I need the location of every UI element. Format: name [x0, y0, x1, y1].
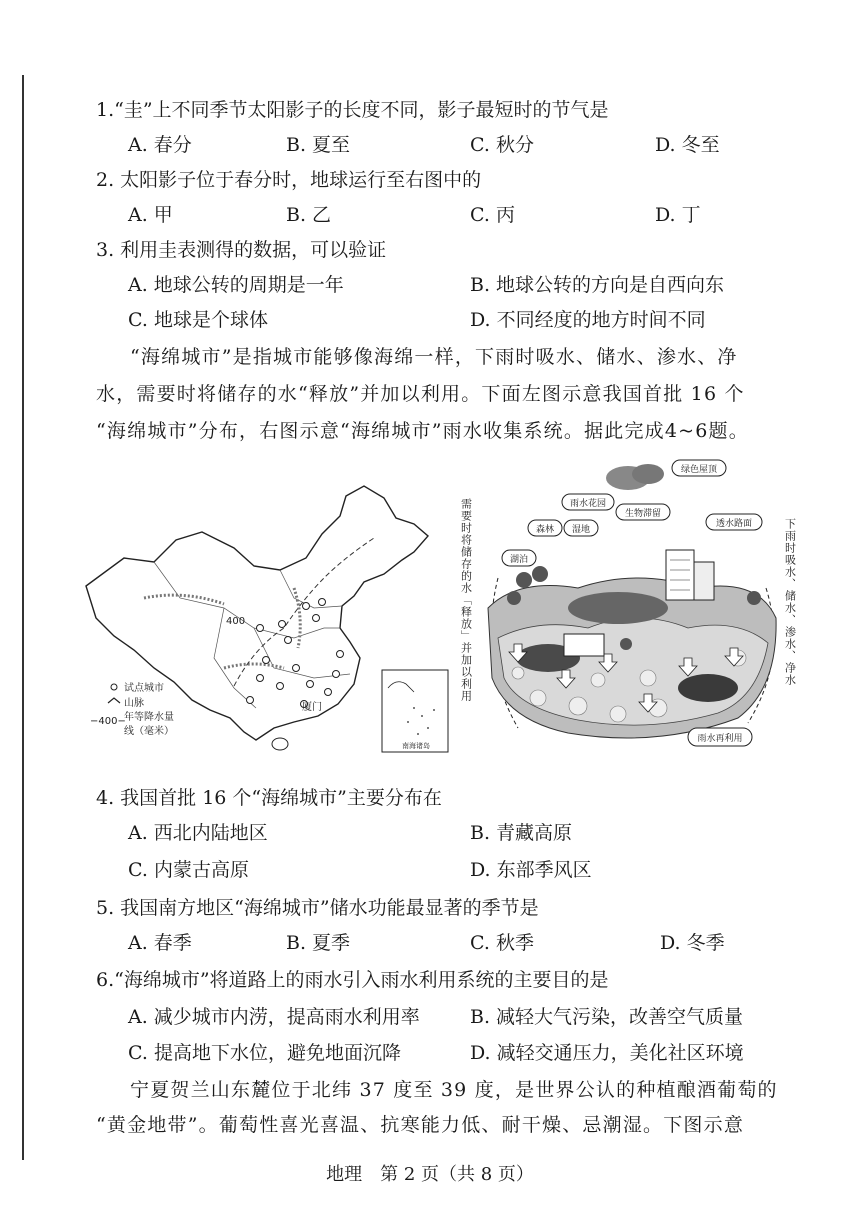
question-2-stem: 2. 太阳影子位于春分时，地球运行至右图中的	[96, 169, 482, 191]
q4-option-d: D. 东部季风区	[470, 859, 592, 881]
label-green-roof: 绿色屋顶	[680, 465, 718, 475]
q3-option-a: A. 地球公转的周期是一年	[128, 274, 344, 296]
q4-option-c: C. 内蒙古高原	[128, 859, 249, 881]
sponge-city-rainwater-diagram	[458, 458, 808, 758]
legend-mountain-label: 山脉	[124, 698, 144, 709]
q1-option-c: C. 秋分	[470, 134, 534, 156]
q2-option-d: D. 丁	[655, 204, 701, 226]
china-sponge-city-map	[84, 478, 456, 758]
q2-option-c: C. 丙	[470, 204, 515, 226]
absorb-vertical-text: 下雨时吸水、储水、渗水、净水	[783, 518, 797, 686]
sponge-intro-line-1: “海绵城市”是指城市能够像海绵一样，下雨时吸水、储水、渗水、净	[130, 346, 738, 368]
legend-city-icon	[111, 684, 117, 690]
legend-isoline-unit: 线（毫米）	[124, 726, 174, 737]
legend-city-label: 试点城市	[124, 683, 164, 694]
question-6-stem: 6.“海绵城市”将道路上的雨水引入雨水利用系统的主要目的是	[96, 969, 609, 991]
q2-option-a: A. 甲	[128, 204, 173, 226]
label-rain-garden: 雨水花园	[569, 499, 607, 509]
label-rainwater-reuse: 雨水再利用	[697, 734, 743, 744]
q6-option-d: D. 减轻交通压力，美化社区环境	[470, 1042, 744, 1064]
q5-option-b: B. 夏季	[286, 932, 351, 954]
page-footer: 地理 第 2 页（共 8 页）	[326, 1164, 534, 1185]
q5-option-a: A. 春季	[128, 932, 192, 954]
label-bioretention: 生物滞留	[624, 509, 662, 519]
q3-option-c: C. 地球是个球体	[128, 309, 268, 331]
xiamen-label: 厦门	[302, 702, 322, 713]
q4-option-a: A. 西北内陆地区	[128, 822, 268, 844]
q5-option-d: D. 冬季	[660, 932, 725, 954]
question-5-stem: 5. 我国南方地区“海绵城市”储水功能最显著的季节是	[96, 897, 539, 919]
q4-option-b: B. 青藏高原	[470, 822, 573, 844]
isoline-400-label: 400	[226, 616, 246, 627]
label-permeable-pavement: 透水路面	[715, 519, 753, 529]
q2-option-b: B. 乙	[286, 204, 332, 226]
q6-option-a: A. 减少城市内涝，提高雨水利用率	[128, 1006, 420, 1028]
q3-option-b: B. 地球公转的方向是自西向东	[470, 274, 725, 296]
question-4-stem: 4. 我国首批 16 个“海绵城市”主要分布在	[96, 787, 442, 809]
release-vertical-text: 需要时将储存的水「释放」并加以利用	[459, 498, 473, 702]
q3-option-d: D. 不同经度的地方时间不同	[470, 309, 706, 331]
q6-option-c: C. 提高地下水位，避免地面沉降	[128, 1042, 401, 1064]
binding-margin-line	[22, 75, 24, 1160]
label-lake: 湖泊	[509, 555, 529, 565]
q6-option-b: B. 减轻大气污染，改善空气质量	[470, 1006, 744, 1028]
label-forest: 森林	[535, 525, 555, 535]
south-china-sea-inset	[382, 670, 448, 752]
q1-option-a: A. 春分	[128, 134, 192, 156]
label-wetland: 湿地	[571, 525, 591, 535]
q5-option-c: C. 秋季	[470, 932, 534, 954]
ningxia-intro-line-1: 宁夏贺兰山东麓位于北纬 37 度至 39 度，是世界公认的种植酿酒葡萄的	[130, 1079, 778, 1101]
q1-option-d: D. 冬至	[655, 134, 720, 156]
legend-mountain-icon	[108, 698, 120, 703]
q1-option-b: B. 夏至	[286, 134, 351, 156]
legend-isoline-label: 年等降水量	[124, 712, 174, 723]
sponge-intro-line-3: “海绵城市”分布，右图示意“海绵城市”雨水收集系统。据此完成4~6题。	[96, 420, 749, 442]
sponge-intro-line-2: 水，需要时将储存的水“释放”并加以利用。下面左图示意我国首批 16 个	[96, 383, 745, 405]
question-1-stem: 1.“圭”上不同季节太阳影子的长度不同，影子最短时的节气是	[96, 99, 609, 121]
question-3-stem: 3. 利用圭表测得的数据，可以验证	[96, 239, 387, 261]
inset-label: 南海诸岛	[402, 742, 430, 750]
ningxia-intro-line-2: “黄金地带”。葡萄性喜光喜温、抗寒能力低、耐干燥、忌潮湿。下图示意	[96, 1114, 745, 1136]
legend-isoline-value: −400−	[90, 716, 126, 727]
